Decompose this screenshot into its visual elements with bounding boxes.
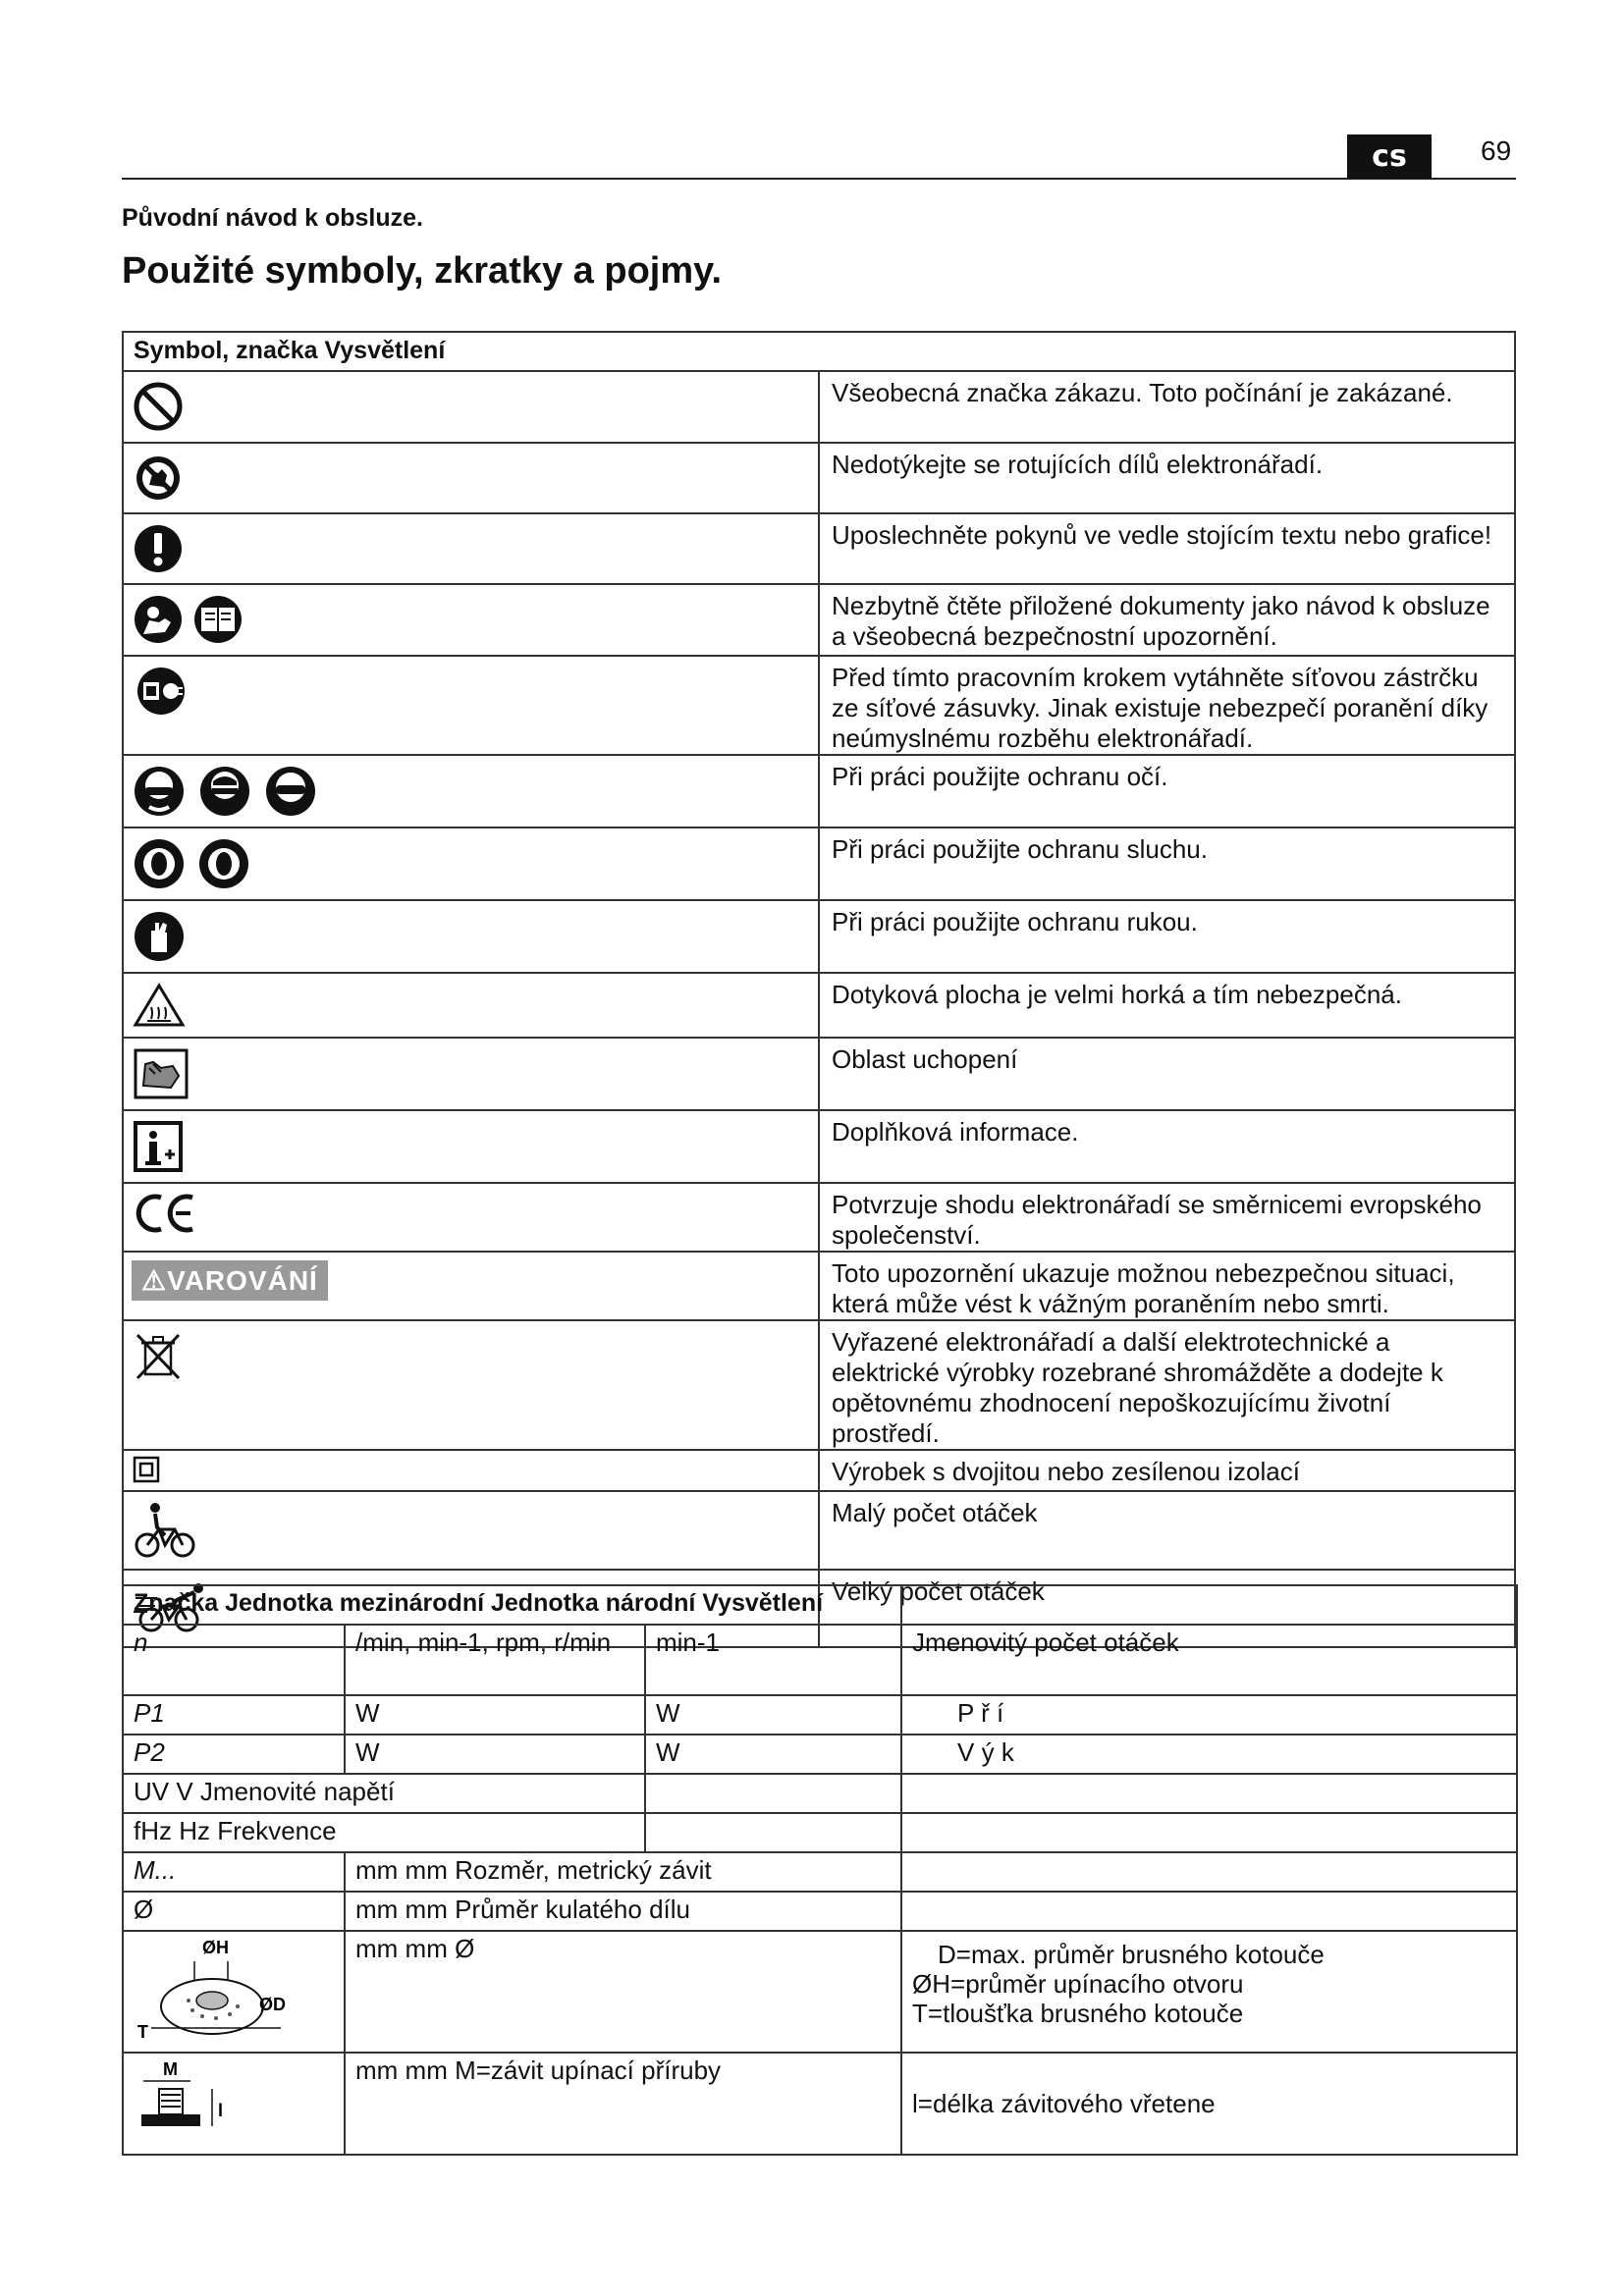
table-header-row — [123, 332, 1515, 371]
table-row — [123, 973, 1515, 1038]
glove-icon — [132, 909, 187, 964]
symbol-description: Malý počet otáček — [819, 1491, 1515, 1570]
disc-description-line: D=max. průměr brusného kotouče — [938, 1940, 1325, 1969]
symbol-description: Potvrzuje shodu elektronářadí se směrnicemi evropského společenství. — [819, 1183, 1515, 1252]
slow-cyclist-icon — [132, 1500, 200, 1561]
unplug-icon — [132, 665, 190, 718]
unit-sign: fHz Hz Frekvence — [123, 1813, 645, 1852]
symbol-description: Velký počet otáček — [819, 1570, 1515, 1647]
unit-international: mm mm Rozměr, metrický závit — [345, 1852, 901, 1892]
table-row — [123, 584, 1515, 656]
symbol-description: Nezbytně čtěte přiložené dokumenty jako návod k obsluze a všeobecná bezpečnostní upozornění. — [819, 584, 1515, 656]
spindle-diagram — [134, 2056, 251, 2146]
grip-area-icon — [132, 1046, 190, 1101]
table-row — [123, 1320, 1515, 1450]
symbol-description: Při práci použijte ochranu očí. — [819, 755, 1515, 828]
table-row — [123, 900, 1515, 973]
unit-international: mm mm Průměr kulatého dílu — [345, 1892, 901, 1931]
svg-text:T: T — [137, 2022, 148, 2042]
unit-sign: n — [123, 1625, 345, 1695]
unit-sign: P2 — [123, 1735, 345, 1774]
table-row — [123, 1110, 1515, 1183]
table-row — [123, 1892, 1517, 1931]
table-header-row — [123, 1585, 1517, 1625]
grinding-disc-diagram — [134, 1934, 320, 2044]
units-table-header: Značka Jednotka mezinárodní Jednotka národní Vysvětlení — [123, 1585, 901, 1625]
page-number: 69 — [1481, 135, 1512, 166]
table-row — [123, 1735, 1517, 1774]
unit-sign: P1 — [123, 1695, 345, 1735]
unit-international: W — [345, 1695, 645, 1735]
hot-surface-icon — [132, 982, 187, 1029]
disc-description-line: ØH=průměr upínacího otvoru — [912, 1969, 1244, 1999]
table-row — [123, 656, 1515, 755]
symbol-description: Při práci použijte ochranu sluchu. — [819, 828, 1515, 900]
warning-label: ⚠VAROVÁNÍ — [132, 1260, 328, 1301]
table-row — [123, 371, 1515, 443]
unit-international: /min, min-1, rpm, r/min — [345, 1625, 645, 1695]
weee-bin-icon — [132, 1329, 187, 1384]
symbol-description: Toto upozornění ukazuje možnou nebezpečnou situaci, která může vést k vážným poraněním nebo smrti. — [819, 1252, 1515, 1320]
page-title: Použité symboly, zkratky a pojmy. — [122, 250, 723, 292]
unit-sign: UV V Jmenovité napětí — [123, 1774, 645, 1813]
unit-description — [901, 1931, 1517, 2053]
symbol-description: Dotyková plocha je velmi horká a tím nebezpečná. — [819, 973, 1515, 1038]
unit-description: V ý k — [901, 1735, 1517, 1774]
double-insulation-icon — [132, 1455, 161, 1484]
unit-international: mm mm M=závit upínací příruby — [345, 2053, 901, 2155]
disc-description-line: T=tloušťka brusného kotouče — [912, 1999, 1244, 2028]
table-row — [123, 1183, 1515, 1252]
ear-protection-icon — [132, 836, 253, 891]
no-touch-rotating-icon — [132, 452, 185, 505]
svg-text:l: l — [218, 2101, 224, 2120]
unit-international: mm mm Ø — [345, 1931, 901, 2053]
info-icon — [132, 1119, 187, 1174]
table-row — [123, 1450, 1515, 1491]
table-row — [123, 1813, 1517, 1852]
symbol-description: Před tímto pracovním krokem vytáhněte síťovou zástrčku ze síťové zásuvky. Jinak existuje nebezpečí poranění díky neúmyslnému rozběhu elektronářadí. — [819, 656, 1515, 755]
document-subtitle: Původní návod k obsluze. — [122, 204, 423, 232]
symbol-description: Výrobek s dvojitou nebo zesílenou izolací — [819, 1450, 1515, 1491]
units-table — [122, 1584, 1518, 2156]
prohibition-icon — [132, 380, 185, 433]
svg-text:M: M — [163, 2059, 178, 2079]
eye-protection-icon — [132, 764, 318, 819]
symbol-description: Uposlechněte pokynů ve vedle stojícím textu nebo grafice! — [819, 513, 1515, 584]
unit-description: P ř í — [901, 1695, 1517, 1735]
unit-description: Jmenovitý počet otáček — [901, 1625, 1517, 1695]
unit-international: W — [345, 1735, 645, 1774]
read-manual-icon — [132, 593, 249, 646]
table-row — [123, 2053, 1517, 2155]
unit-national: W — [645, 1735, 901, 1774]
table-row — [123, 1931, 1517, 2053]
symbol-description: Oblast uchopení — [819, 1038, 1515, 1110]
table-row — [123, 755, 1515, 828]
symbols-table — [122, 331, 1516, 1648]
svg-text:ØD: ØD — [259, 1995, 286, 2014]
table-row — [123, 1852, 1517, 1892]
symbol-description: Doplňková informace. — [819, 1110, 1515, 1183]
symbol-description: Nedotýkejte se rotujících dílů elektronářadí. — [819, 443, 1515, 513]
header-rule — [122, 178, 1516, 180]
table-row — [123, 1491, 1515, 1570]
ce-mark-icon — [132, 1192, 200, 1235]
svg-text:ØH: ØH — [202, 1938, 229, 1957]
unit-sign: Ø — [123, 1892, 345, 1931]
table-row — [123, 1038, 1515, 1110]
exclamation-icon — [132, 522, 185, 575]
table-row — [123, 1252, 1515, 1320]
unit-national: W — [645, 1695, 901, 1735]
symbol-description: Při práci použijte ochranu rukou. — [819, 900, 1515, 973]
table-row — [123, 1625, 1517, 1695]
table-row — [123, 513, 1515, 584]
unit-sign: M... — [123, 1852, 345, 1892]
unit-national: min-1 — [645, 1625, 901, 1695]
language-badge: cs — [1347, 134, 1432, 179]
table-row — [123, 1774, 1517, 1813]
symbol-description: Všeobecná značka zákazu. Toto počínání je zakázané. — [819, 371, 1515, 443]
table-row — [123, 828, 1515, 900]
unit-description: l=délka závitového vřetene — [901, 2053, 1517, 2155]
table-row — [123, 443, 1515, 513]
symbols-table-header: Symbol, značka Vysvětlení — [123, 332, 1515, 371]
symbol-description: Vyřazené elektronářadí a další elektrotechnické a elektrické výrobky rozebrané shromážděte a dodejte k opětovnému zhodnocení nepoškozujícímu životní prostředí. — [819, 1320, 1515, 1450]
table-row — [123, 1695, 1517, 1735]
